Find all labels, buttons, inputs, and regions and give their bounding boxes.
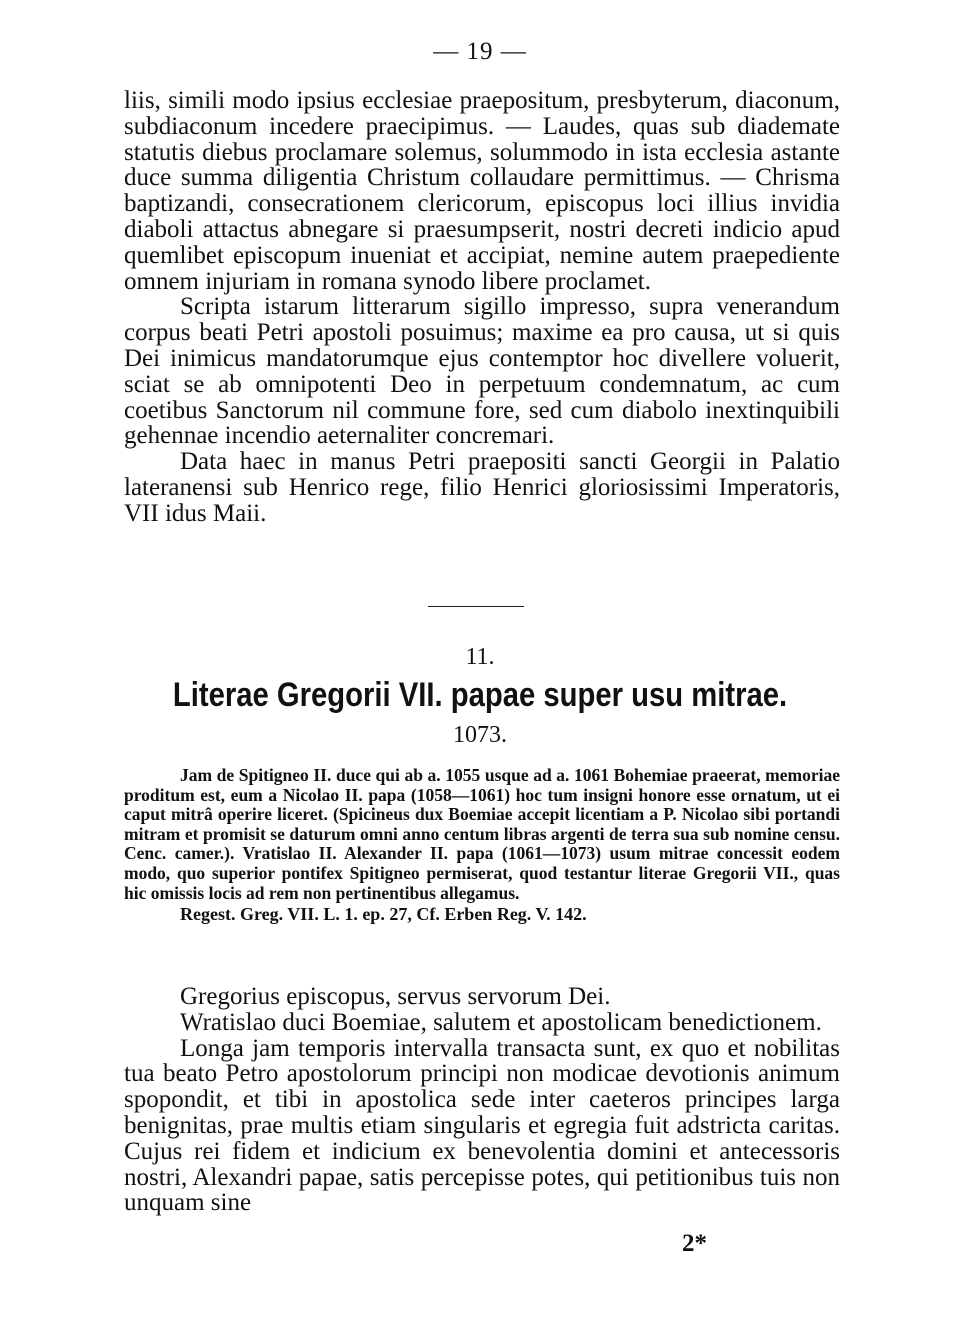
- section-divider: [428, 606, 524, 607]
- editorial-note: [124, 766, 840, 925]
- section-number: 11.: [465, 644, 495, 670]
- paragraph-3: Data haec in manus Petri praepositi sancti Georgii in Palatio lateranensi sub Henrico rege, filio Henrici gloriosissimi Imperatoris, VII idus Maii.: [124, 448, 840, 527]
- paragraph-2: Scripta istarum litterarum sigillo impresso, supra venerandum corpus beati Petri apostoli posuimus; maxime ea pro causa, ut si quis Dei inimicus mandatorumque ejus contemptor hoc divellere voluerit, sciat se ab omnipotenti Deo in perpetuum condemnatum, ac cum coetibus Sanctorum nil commune fore, sed cum diabolo inextinquibili gehennae incendio aeternaliter concremari.: [124, 293, 840, 450]
- paragraph-1: liis, simili modo ipsius ecclesiae praepositum, presbyterum, diaconum, subdiaconum incedere praecipimus. — Laudes, quas sub diademate statutis diebus proclamare solemus, solummodo in ista ecclesia astante duce summa diligentia Christum collaudare permittimus. — Chrisma baptizandi, consecrationem clericorum, episcopus loci illius invidia diaboli attactus abnegare si praesumpserit, nostri decreti indicio apud quemlibet episcopum inueniat et accipiat, nemine autem praepediente omnem injuriam in romana synodo libere proclamet.: [124, 87, 840, 295]
- letter-salutation-1: Gregorius episcopus, servus servorum Dei.: [180, 983, 611, 1010]
- section-year: 1073.: [453, 722, 507, 748]
- section-title: Literae Gregorii VII. papae super usu mitrae.: [172, 676, 788, 714]
- note-source: Regest. Greg. VII. L. 1. ep. 27, Cf. Erben Reg. V. 142.: [180, 904, 587, 925]
- note-text: Jam de Spitigneo II. duce qui ab a. 1055 usque ad a. 1061 Bohemiae praeerat, memoriae proditum est, eum a Nicolao II. papa (1058—1061) hoc tum insigni honore esse ornatum, ut ei caput mitrâ operire liceret. (Spicineus dux Boemiae accepit licentiam a P. Nicolao sibi portandi mitram et promisit se daturum omni anno centum libras argenti de terra sua sub nomine censu. Cenc. camer.). Vratislao II. Alexander II. papa (1061—1073) usum mitrae concessit eodem modo, quo superior pontifex Spitigneo permiserat, quod testantur literae Gregorii VII., quas hic omissis locis ad rem non pertinentibus allegamus.: [124, 765, 840, 903]
- letter-body: Longa jam temporis intervalla transacta sunt, ex quo et nobilitas tua beato Petro apostolorum principi non modicae devotionis animum spopondit, et tibi in apostolica sede inter caeteros principes larga benignitas, prae multis etiam singularis et egregia fuit adstricta caritas. Cujus rei fidem et indicium ex benevolentia domini et antecessoris nostri, Alexandri papae, satis percepisse potes, qui petitionibus tuis non unquam sine: [124, 1034, 840, 1217]
- top-text-block: [124, 88, 840, 527]
- page-number: — 19 —: [433, 38, 527, 65]
- signature-mark: 2*: [682, 1230, 707, 1257]
- letter-salutation-2: Wratislao duci Boemiae, salutem et apostolicam benedictionem.: [180, 1008, 822, 1036]
- letter-text: [124, 984, 840, 1216]
